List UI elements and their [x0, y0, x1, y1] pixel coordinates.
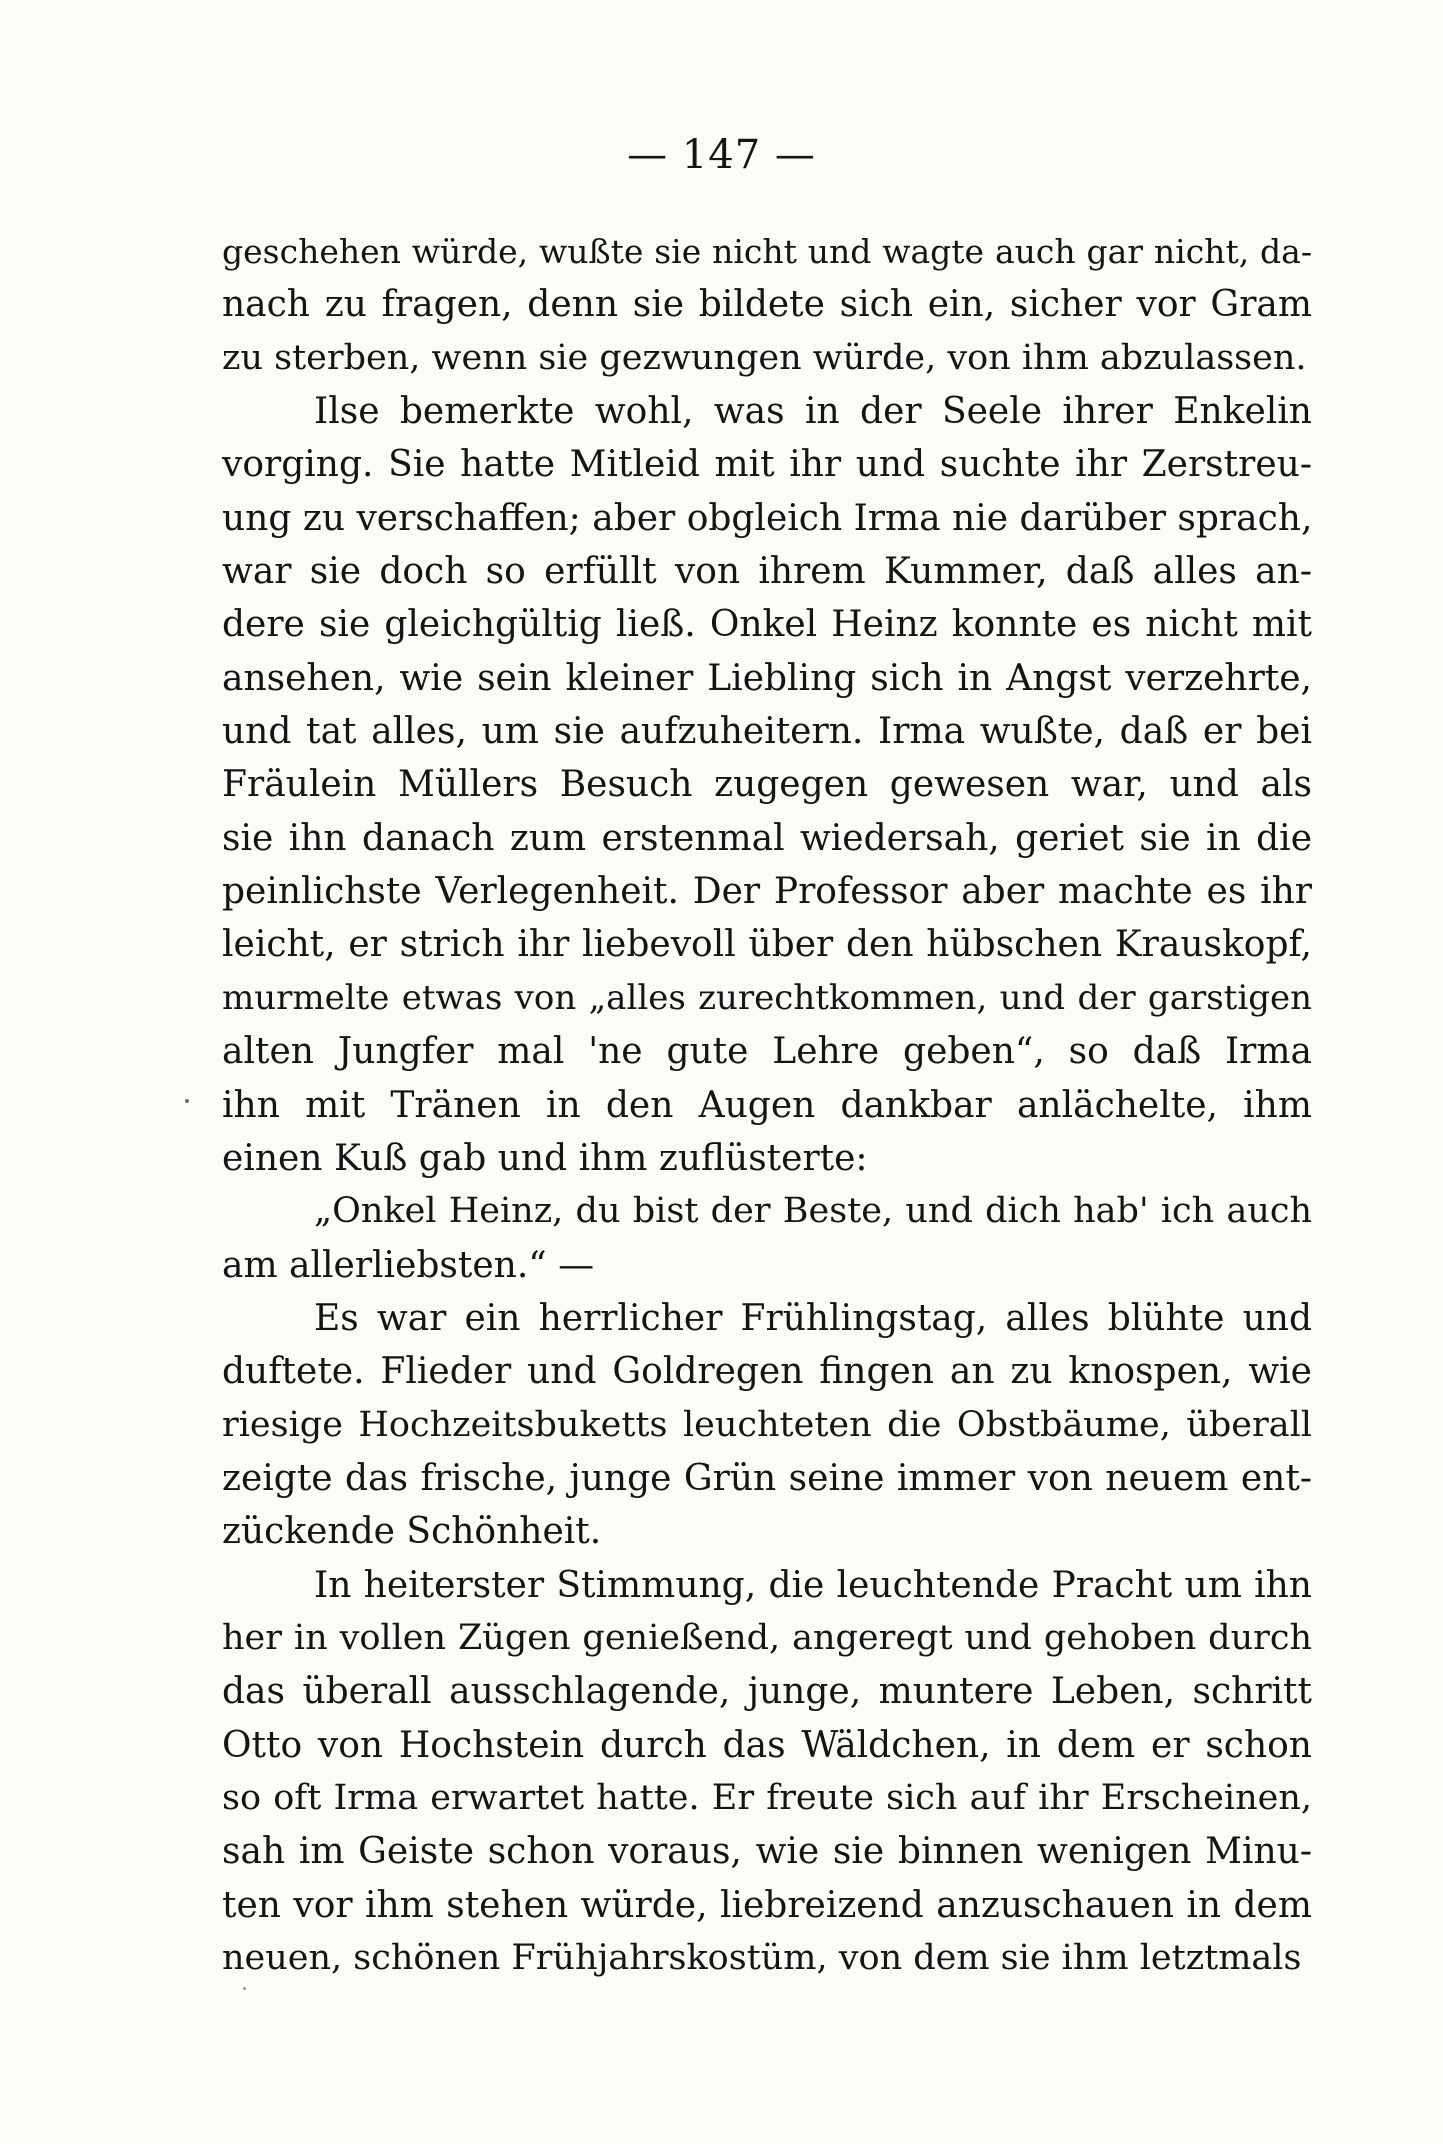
- paragraph: [222, 385, 1312, 1185]
- text-line: zückende Schönheit.: [222, 1511, 602, 1553]
- text-line: neuen, schönen Frühjahrskostüm, von dem sie ihm letztmals: [222, 1938, 1302, 1978]
- text-line: peinlichste Verlegenheit. Der Professor aber machte es ihr: [222, 871, 1312, 913]
- text-line: sah im Geiste schon voraus, wie sie binnen wenigen Minu-: [222, 1831, 1312, 1873]
- text-line: murmelte etwas von „alles zurechtkommen, und der garstigen: [222, 977, 1312, 1018]
- text-line: Ilse bemerkte wohl, was in der Seele ihrer Enkelin: [314, 391, 1312, 433]
- text-line: dere sie gleichgültig ließ. Onkel Heinz konnte es nicht mit: [222, 604, 1312, 646]
- text-line: zeigte das frische, junge Grün seine immer von neuem ent-: [222, 1457, 1312, 1499]
- text-line: In heiterster Stimmung, die leuchtende Pracht um ihn: [314, 1564, 1312, 1606]
- text-line: so oft Irma erwartet hatte. Er freute sich auf ihr Erscheinen,: [222, 1777, 1312, 1818]
- text-line: nach zu fragen, denn sie bildete sich ein, sicher vor Gram: [222, 284, 1312, 326]
- text-line: am allerliebsten.“ —: [222, 1244, 595, 1286]
- text-line: vorging. Sie hatte Mitleid mit ihr und suchte ihr Zerstreu-: [222, 444, 1312, 486]
- text-line: ihn mit Tränen in den Augen dankbar anlächelte, ihm: [222, 1084, 1312, 1126]
- paragraph: [222, 1559, 1312, 1986]
- text-line: ansehen, wie sein kleiner Liebling sich in Angst verzehrte,: [222, 657, 1312, 699]
- text-line: her in vollen Zügen genießend, angeregt und gehoben durch: [222, 1617, 1312, 1658]
- text-line: Es war ein herrlicher Frühlingstag, alles blühte und: [314, 1297, 1312, 1339]
- text-line: das überall ausschlagende, junge, muntere Leben, schritt: [222, 1671, 1312, 1713]
- text-line: sie ihn danach zum erstenmal wiedersah, geriet sie in die: [222, 817, 1312, 859]
- print-speck: [185, 1099, 189, 1103]
- paragraph: [222, 1292, 1312, 1559]
- text-line: geschehen würde, wußte sie nicht und wagte auch gar nicht, da-: [222, 232, 1312, 271]
- text-line: zu sterben, wenn sie gezwungen würde, von ihm abzulassen.: [222, 337, 1307, 378]
- text-line: riesige Hochzeitsbuketts leuchteten die Obstbäume, überall: [222, 1404, 1312, 1445]
- text-line: ten vor ihm stehen würde, liebreizend anzuschauen in dem: [222, 1884, 1312, 1926]
- text-line: leicht, er strich ihr liebevoll über den hübschen Krauskopf,: [222, 924, 1312, 966]
- text-line: Otto von Hochstein durch das Wäldchen, in dem er schon: [222, 1724, 1312, 1766]
- text-line: war sie doch so erfüllt von ihrem Kummer, daß alles an-: [222, 551, 1312, 593]
- paragraph: [222, 225, 1312, 385]
- text-line: alten Jungfer mal 'ne gute Lehre geben“, so daß Irma: [222, 1031, 1312, 1073]
- text-line: ung zu verschaffen; aber obgleich Irma nie darüber sprach,: [222, 497, 1313, 539]
- page-number: — 147 —: [627, 132, 816, 178]
- text-line: Fräulein Müllers Besuch zugegen gewesen war, und als: [222, 764, 1312, 806]
- paragraph: [222, 1185, 1312, 1292]
- print-speck: [243, 1987, 246, 1990]
- text-line: und tat alles, um sie aufzuheitern. Irma wußte, daß er bei: [222, 711, 1312, 753]
- text-line: duftete. Flieder und Goldregen fingen an zu knospen, wie: [222, 1351, 1312, 1393]
- body-text: [222, 225, 1312, 1985]
- text-line: „Onkel Heinz, du bist der Beste, und dich hab' ich auch: [314, 1191, 1312, 1232]
- text-line: einen Kuß gab und ihm zuflüsterte:: [222, 1137, 868, 1179]
